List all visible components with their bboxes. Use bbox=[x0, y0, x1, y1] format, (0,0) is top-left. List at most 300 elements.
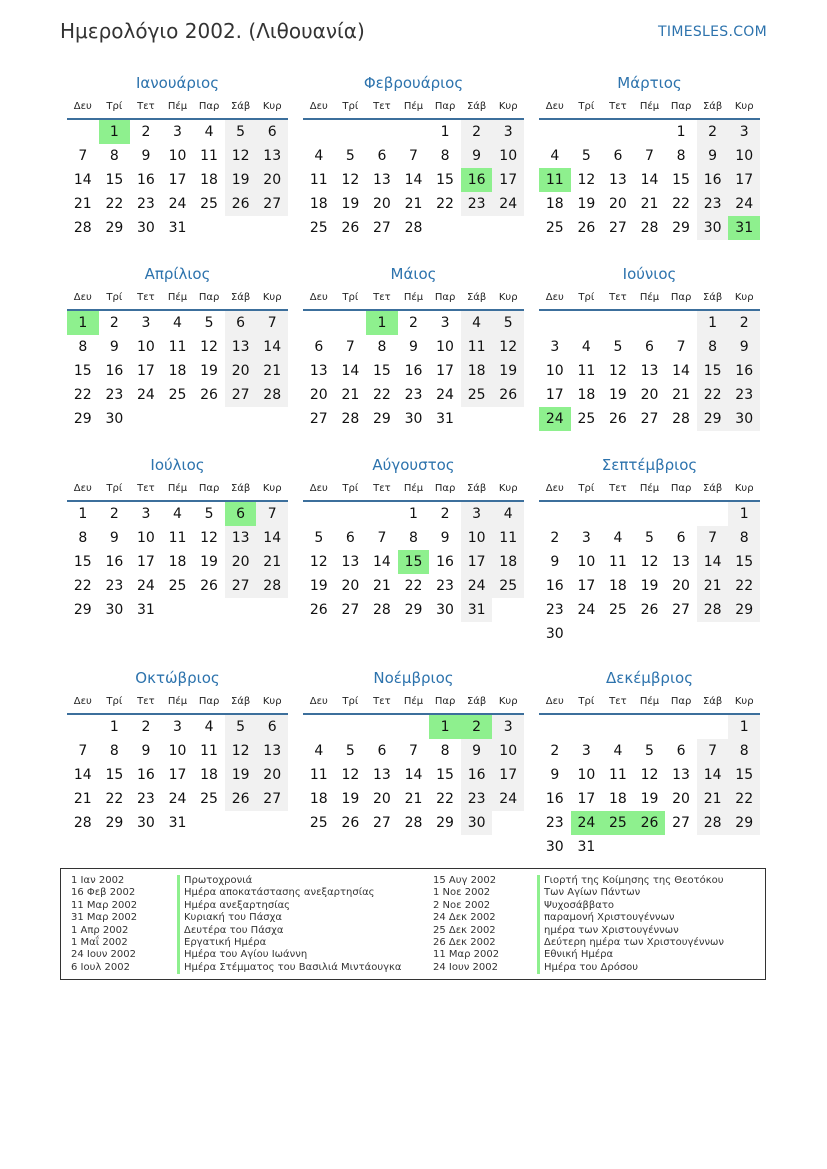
weekday-label: Παρ bbox=[198, 696, 220, 707]
month-calendar bbox=[67, 665, 288, 878]
weekday-label: Κυρ bbox=[262, 483, 282, 494]
day-cell: 6 bbox=[225, 311, 257, 335]
day-cell: 17 bbox=[436, 363, 454, 379]
weekday-label: Κυρ bbox=[498, 483, 518, 494]
day-cell: 18 bbox=[609, 791, 627, 807]
month-name: Ιούλιος bbox=[150, 456, 205, 474]
day-cell: 5 bbox=[204, 315, 214, 331]
day-cell: 15 bbox=[73, 554, 92, 570]
holiday-day: 1 bbox=[67, 311, 99, 335]
day-cell: 20 bbox=[341, 578, 360, 594]
weekday-label: Δευ bbox=[545, 696, 564, 707]
legend-date: 1 Ιαν 2002 bbox=[71, 875, 125, 886]
day-cell: 17 bbox=[492, 168, 524, 192]
day-cell: 22 bbox=[672, 196, 690, 212]
day-cell: 27 bbox=[256, 787, 288, 811]
day-cell: 24 bbox=[137, 578, 155, 594]
weekday-label: Κυρ bbox=[734, 696, 754, 707]
weekday-header bbox=[303, 478, 524, 502]
day-cell: 8 bbox=[109, 743, 119, 759]
weekday-label: Σάβ bbox=[230, 483, 251, 494]
day-cell: 18 bbox=[609, 578, 627, 594]
day-cell: 26 bbox=[309, 602, 328, 618]
day-cell: 20 bbox=[672, 791, 690, 807]
day-cell: 19 bbox=[640, 791, 659, 807]
legend-holiday-name: Ημέρα του Δρόσου bbox=[537, 962, 724, 974]
day-cell: 4 bbox=[314, 148, 324, 164]
day-cell: 15 bbox=[436, 172, 454, 188]
legend-holiday-name: Ψυχοσάββατο bbox=[537, 900, 724, 912]
day-grid bbox=[539, 502, 760, 646]
day-cell: 20 bbox=[256, 763, 288, 787]
empty-cell bbox=[303, 502, 335, 526]
day-cell: 7 bbox=[377, 530, 387, 546]
empty-cell bbox=[366, 502, 398, 526]
day-cell: 21 bbox=[341, 387, 360, 403]
weekday-label: Τετ bbox=[609, 292, 627, 303]
day-cell: 4 bbox=[461, 311, 493, 335]
weekday-label: Σάβ bbox=[702, 292, 723, 303]
day-cell: 3 bbox=[581, 530, 591, 546]
day-cell: 12 bbox=[341, 767, 360, 783]
day-cell: 19 bbox=[640, 578, 659, 594]
day-cell: 23 bbox=[461, 787, 493, 811]
legend-holiday-name: Δευτέρα του Πάσχα bbox=[177, 925, 402, 937]
month-calendar bbox=[67, 452, 288, 665]
day-cell: 8 bbox=[728, 739, 760, 763]
weekday-label: Πέμ bbox=[403, 101, 424, 112]
day-cell: 27 bbox=[373, 220, 391, 236]
day-cell: 11 bbox=[200, 743, 218, 759]
day-cell: 11 bbox=[461, 335, 493, 359]
legend-right-names bbox=[537, 875, 724, 974]
empty-cell bbox=[571, 120, 603, 144]
day-cell: 19 bbox=[341, 791, 360, 807]
day-cell: 2 bbox=[550, 530, 560, 546]
day-cell: 16 bbox=[404, 363, 423, 379]
day-cell: 4 bbox=[550, 148, 560, 164]
weekday-label: Τρί bbox=[106, 696, 123, 707]
empty-cell bbox=[303, 120, 335, 144]
day-cell: 12 bbox=[341, 172, 360, 188]
weekday-label: Παρ bbox=[198, 101, 220, 112]
day-cell: 28 bbox=[404, 815, 423, 831]
empty-cell bbox=[539, 311, 571, 335]
day-cell: 15 bbox=[697, 359, 729, 383]
day-cell: 17 bbox=[137, 363, 155, 379]
day-cell: 26 bbox=[640, 602, 659, 618]
day-cell: 19 bbox=[309, 578, 328, 594]
day-cell: 29 bbox=[697, 407, 729, 431]
weekday-label: Πέμ bbox=[639, 292, 660, 303]
day-cell: 5 bbox=[345, 148, 355, 164]
legend-date: 11 Μαρ 2002 bbox=[433, 949, 500, 961]
day-cell: 23 bbox=[461, 192, 493, 216]
day-cell: 27 bbox=[672, 815, 690, 831]
day-cell: 5 bbox=[645, 743, 654, 759]
holiday-day: 11 bbox=[539, 168, 571, 192]
empty-cell bbox=[634, 120, 666, 144]
month-calendar bbox=[539, 70, 760, 261]
day-cell: 15 bbox=[373, 363, 391, 379]
day-cell: 16 bbox=[545, 578, 564, 594]
month-calendar bbox=[67, 70, 288, 261]
empty-cell bbox=[571, 715, 603, 739]
day-cell: 24 bbox=[436, 387, 454, 403]
legend-date: 16 Φεβ 2002 bbox=[71, 887, 136, 899]
day-grid bbox=[67, 311, 288, 431]
day-cell: 21 bbox=[73, 791, 92, 807]
day-cell: 9 bbox=[440, 530, 450, 546]
weekday-label: Σάβ bbox=[230, 292, 251, 303]
day-cell: 7 bbox=[256, 311, 288, 335]
weekday-label: Παρ bbox=[670, 696, 692, 707]
legend-date: 6 Ιουλ 2002 bbox=[71, 961, 130, 973]
legend-right-dates bbox=[433, 875, 499, 974]
day-cell: 31 bbox=[461, 598, 493, 622]
day-cell: 29 bbox=[728, 598, 760, 622]
holiday-day: 2 bbox=[461, 715, 493, 739]
day-cell: 5 bbox=[345, 743, 355, 759]
day-cell: 2 bbox=[109, 506, 119, 522]
day-cell: 23 bbox=[697, 192, 729, 216]
day-cell: 30 bbox=[105, 602, 124, 618]
legend-date: 11 Μαρ 2002 bbox=[71, 899, 138, 911]
month-calendar bbox=[303, 70, 524, 261]
day-cell: 14 bbox=[256, 335, 288, 359]
weekday-label: Τρί bbox=[578, 696, 595, 707]
weekday-header bbox=[67, 691, 288, 715]
legend-date: 1 Μαΐ 2002 bbox=[71, 936, 128, 948]
day-cell: 20 bbox=[256, 168, 288, 192]
day-cell: 7 bbox=[78, 148, 88, 164]
day-cell: 26 bbox=[200, 578, 218, 594]
day-cell: 18 bbox=[577, 387, 596, 403]
brand-link[interactable]: TIMESLES.COM bbox=[658, 24, 767, 40]
day-cell: 28 bbox=[672, 411, 690, 427]
day-cell: 12 bbox=[609, 363, 627, 379]
day-cell: 28 bbox=[640, 220, 659, 236]
day-cell: 9 bbox=[461, 144, 493, 168]
weekday-label: Πέμ bbox=[403, 483, 424, 494]
legend-holiday-name: Ημέρα του Αγίου Ιωάννη bbox=[177, 949, 402, 961]
day-cell: 5 bbox=[204, 506, 214, 522]
empty-cell bbox=[602, 311, 634, 335]
month-name: Νοέμβριος bbox=[373, 669, 454, 687]
day-cell: 30 bbox=[404, 411, 423, 427]
day-cell: 24 bbox=[461, 574, 493, 598]
year-calendar-grid bbox=[67, 70, 760, 878]
day-cell: 18 bbox=[545, 196, 564, 212]
day-cell: 13 bbox=[256, 144, 288, 168]
empty-cell bbox=[602, 715, 634, 739]
month-name: Ιούνιος bbox=[622, 265, 677, 283]
day-cell: 25 bbox=[545, 220, 564, 236]
day-cell: 14 bbox=[404, 172, 423, 188]
weekday-label: Παρ bbox=[434, 483, 456, 494]
empty-cell bbox=[303, 311, 335, 335]
day-grid bbox=[67, 715, 288, 835]
weekday-header bbox=[539, 287, 760, 311]
day-cell: 26 bbox=[492, 383, 524, 407]
day-cell: 4 bbox=[314, 743, 324, 759]
day-cell: 3 bbox=[440, 315, 450, 331]
day-cell: 16 bbox=[105, 554, 124, 570]
day-cell: 22 bbox=[105, 196, 124, 212]
empty-cell bbox=[335, 120, 367, 144]
empty-cell bbox=[539, 120, 571, 144]
day-cell: 30 bbox=[728, 407, 760, 431]
day-cell: 11 bbox=[577, 363, 596, 379]
day-cell: 27 bbox=[672, 602, 690, 618]
day-cell: 27 bbox=[309, 411, 328, 427]
day-cell: 31 bbox=[168, 220, 187, 236]
weekday-label: Τετ bbox=[373, 292, 391, 303]
empty-cell bbox=[67, 715, 99, 739]
weekday-label: Παρ bbox=[434, 101, 456, 112]
day-cell: 5 bbox=[645, 530, 654, 546]
day-grid bbox=[303, 715, 524, 835]
day-cell: 6 bbox=[645, 339, 654, 355]
legend-holiday-name: Ημέρα ανεξαρτησίας bbox=[177, 900, 402, 912]
weekday-header bbox=[539, 478, 760, 502]
day-cell: 2 bbox=[409, 315, 418, 331]
holiday-day: 1 bbox=[429, 715, 461, 739]
day-cell: 24 bbox=[577, 602, 596, 618]
day-cell: 25 bbox=[577, 411, 596, 427]
weekday-label: Τετ bbox=[609, 483, 627, 494]
day-cell: 3 bbox=[492, 715, 524, 739]
day-cell: 12 bbox=[200, 530, 218, 546]
weekday-label: Δευ bbox=[73, 696, 92, 707]
month-name: Σεπτέμβριος bbox=[601, 456, 698, 474]
day-cell: 29 bbox=[73, 602, 92, 618]
day-cell: 25 bbox=[200, 196, 218, 212]
day-cell: 2 bbox=[109, 315, 119, 331]
day-cell: 28 bbox=[256, 383, 288, 407]
day-cell: 18 bbox=[309, 196, 328, 212]
day-cell: 25 bbox=[461, 383, 493, 407]
day-cell: 14 bbox=[404, 767, 423, 783]
day-cell: 25 bbox=[200, 791, 218, 807]
day-cell: 3 bbox=[173, 124, 182, 140]
day-cell: 1 bbox=[109, 719, 119, 735]
day-cell: 10 bbox=[168, 743, 187, 759]
day-cell: 24 bbox=[137, 387, 155, 403]
day-cell: 27 bbox=[341, 602, 360, 618]
day-cell: 26 bbox=[341, 815, 360, 831]
weekday-label: Πέμ bbox=[403, 696, 424, 707]
day-cell: 3 bbox=[141, 506, 151, 522]
day-cell: 17 bbox=[545, 387, 564, 403]
day-cell: 1 bbox=[728, 715, 760, 739]
day-cell: 26 bbox=[577, 220, 596, 236]
day-cell: 22 bbox=[105, 791, 124, 807]
day-cell: 13 bbox=[225, 335, 257, 359]
day-cell: 28 bbox=[341, 411, 360, 427]
weekday-label: Τρί bbox=[106, 101, 123, 112]
weekday-label: Τετ bbox=[137, 292, 155, 303]
month-calendar bbox=[303, 261, 524, 452]
day-cell: 11 bbox=[609, 554, 627, 570]
month-name: Οκτώβριος bbox=[135, 669, 220, 687]
weekday-label: Τετ bbox=[137, 696, 155, 707]
weekday-label: Τρί bbox=[342, 292, 359, 303]
weekday-label: Δευ bbox=[309, 292, 328, 303]
weekday-label: Τρί bbox=[342, 101, 359, 112]
day-cell: 19 bbox=[225, 168, 257, 192]
day-cell: 11 bbox=[168, 530, 187, 546]
day-cell: 28 bbox=[373, 602, 391, 618]
weekday-label: Σάβ bbox=[702, 483, 723, 494]
day-cell: 13 bbox=[256, 739, 288, 763]
day-cell: 10 bbox=[728, 144, 760, 168]
weekday-label: Τρί bbox=[578, 101, 595, 112]
day-cell: 4 bbox=[492, 502, 524, 526]
weekday-header bbox=[67, 287, 288, 311]
day-cell: 9 bbox=[550, 767, 560, 783]
day-cell: 4 bbox=[204, 719, 214, 735]
month-calendar bbox=[539, 665, 760, 878]
day-cell: 17 bbox=[492, 763, 524, 787]
weekday-label: Κυρ bbox=[262, 292, 282, 303]
weekday-label: Κυρ bbox=[734, 483, 754, 494]
empty-cell bbox=[539, 502, 571, 526]
month-calendar bbox=[303, 665, 524, 878]
weekday-label: Δευ bbox=[545, 483, 564, 494]
weekday-label: Τρί bbox=[106, 292, 123, 303]
empty-cell bbox=[697, 715, 729, 739]
day-cell: 21 bbox=[256, 359, 288, 383]
legend-holiday-name: Κυριακή του Πάσχα bbox=[177, 912, 402, 924]
day-cell: 10 bbox=[168, 148, 187, 164]
day-cell: 30 bbox=[461, 811, 493, 835]
day-cell: 25 bbox=[609, 602, 627, 618]
legend-date: 1 Απρ 2002 bbox=[71, 924, 129, 936]
weekday-label: Σάβ bbox=[466, 101, 487, 112]
day-cell: 23 bbox=[545, 815, 564, 831]
day-cell: 23 bbox=[436, 578, 454, 594]
day-cell: 27 bbox=[640, 411, 659, 427]
empty-cell bbox=[634, 311, 666, 335]
day-cell: 4 bbox=[613, 530, 623, 546]
day-cell: 19 bbox=[492, 359, 524, 383]
day-cell: 6 bbox=[345, 530, 355, 546]
day-cell: 27 bbox=[256, 192, 288, 216]
day-cell: 23 bbox=[728, 383, 760, 407]
weekday-label: Κυρ bbox=[734, 101, 754, 112]
day-grid bbox=[539, 120, 760, 240]
day-cell: 12 bbox=[309, 554, 328, 570]
day-cell: 18 bbox=[461, 359, 493, 383]
holiday-day: 1 bbox=[99, 120, 131, 144]
day-cell: 16 bbox=[461, 763, 493, 787]
weekday-label: Παρ bbox=[198, 483, 220, 494]
day-cell: 4 bbox=[613, 743, 623, 759]
day-cell: 14 bbox=[697, 763, 729, 787]
weekday-label: Σάβ bbox=[702, 696, 723, 707]
day-cell: 11 bbox=[200, 148, 218, 164]
day-cell: 27 bbox=[225, 574, 257, 598]
day-cell: 26 bbox=[225, 787, 257, 811]
weekday-header bbox=[67, 96, 288, 120]
day-cell: 2 bbox=[461, 120, 493, 144]
day-cell: 12 bbox=[225, 144, 257, 168]
day-cell: 30 bbox=[105, 411, 124, 427]
weekday-label: Παρ bbox=[434, 292, 456, 303]
day-cell: 18 bbox=[168, 554, 187, 570]
empty-cell bbox=[571, 502, 603, 526]
day-cell: 9 bbox=[550, 554, 560, 570]
day-cell: 9 bbox=[728, 335, 760, 359]
day-cell: 9 bbox=[697, 144, 729, 168]
day-cell: 10 bbox=[577, 554, 596, 570]
weekday-label: Πέμ bbox=[639, 696, 660, 707]
day-cell: 22 bbox=[73, 387, 92, 403]
day-cell: 10 bbox=[436, 339, 454, 355]
day-cell: 15 bbox=[436, 767, 454, 783]
holiday-day: 16 bbox=[461, 168, 493, 192]
day-cell: 28 bbox=[697, 598, 729, 622]
day-cell: 30 bbox=[436, 602, 454, 618]
weekday-header bbox=[539, 96, 760, 120]
day-cell: 10 bbox=[545, 363, 564, 379]
day-cell: 7 bbox=[697, 739, 729, 763]
day-cell: 29 bbox=[436, 815, 454, 831]
day-cell: 14 bbox=[73, 172, 92, 188]
day-cell: 17 bbox=[461, 550, 493, 574]
day-cell: 16 bbox=[137, 767, 155, 783]
weekday-label: Σάβ bbox=[466, 483, 487, 494]
day-cell: 10 bbox=[577, 767, 596, 783]
weekday-label: Σάβ bbox=[230, 696, 251, 707]
day-cell: 20 bbox=[373, 791, 391, 807]
day-cell: 31 bbox=[137, 602, 155, 618]
day-cell: 13 bbox=[672, 554, 690, 570]
weekday-label: Τετ bbox=[373, 483, 391, 494]
empty-cell bbox=[665, 715, 697, 739]
weekday-label: Τετ bbox=[609, 696, 627, 707]
legend-holiday-name: Ημέρα αποκατάστασης ανεξαρτησίας bbox=[177, 887, 402, 899]
day-cell: 29 bbox=[672, 220, 690, 236]
empty-cell bbox=[665, 311, 697, 335]
holiday-day: 25 bbox=[602, 811, 634, 835]
day-cell: 20 bbox=[609, 196, 627, 212]
day-cell: 12 bbox=[225, 739, 257, 763]
weekday-label: Τετ bbox=[373, 101, 391, 112]
holiday-day: 24 bbox=[571, 811, 603, 835]
day-cell: 14 bbox=[640, 172, 659, 188]
weekday-label: Δευ bbox=[73, 483, 92, 494]
day-cell: 26 bbox=[341, 220, 360, 236]
day-cell: 16 bbox=[697, 168, 729, 192]
weekday-label: Πέμ bbox=[639, 483, 660, 494]
day-cell: 17 bbox=[577, 791, 596, 807]
month-calendar bbox=[303, 452, 524, 665]
day-cell: 12 bbox=[640, 767, 659, 783]
day-cell: 13 bbox=[609, 172, 627, 188]
day-cell: 13 bbox=[373, 767, 391, 783]
day-cell: 16 bbox=[105, 363, 124, 379]
day-cell: 10 bbox=[137, 339, 155, 355]
weekday-label: Τετ bbox=[137, 483, 155, 494]
legend-date: 24 Ιουν 2002 bbox=[433, 961, 498, 973]
day-cell: 22 bbox=[728, 787, 760, 811]
empty-cell bbox=[602, 502, 634, 526]
day-cell: 3 bbox=[492, 120, 524, 144]
holiday-day: 24 bbox=[539, 407, 571, 431]
day-cell: 14 bbox=[373, 554, 391, 570]
